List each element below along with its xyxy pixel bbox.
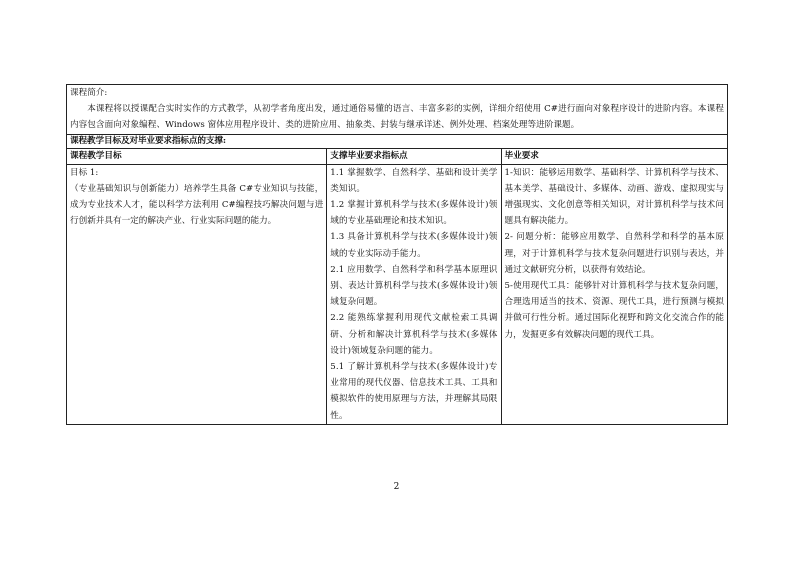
indicator-item: 5.1 了解计算机科学与技术(多媒体设计)专业常用的现代仪器、信息技术工具、工具和模拟软件的使用原理与方法，并理解其局限性。 — [330, 362, 498, 421]
indicator-item: 1.1 掌握数学、自然科学、基础和设计美学类知识。 — [330, 167, 498, 194]
goal-cell — [67, 164, 327, 424]
intro-row — [67, 85, 728, 135]
page-number: 2 — [393, 482, 400, 492]
header-goal: 课程教学目标 — [67, 148, 327, 164]
indicator-item: 2.1 应用数学、自然科学和科学基本原理识别、表达计算机科学与技术(多媒体设计)领域复杂问题。 — [330, 264, 498, 308]
section-title: 课程教学目标及对毕业要求指标点的支撑: — [67, 134, 728, 148]
indicator-item: 1.3 具备计算机科学与技术(多媒体设计)领域的专业实际动手能力。 — [330, 232, 498, 259]
requirement-item: 5-使用现代工具：能够针对计算机科学与技术复杂问题，合理选用适当的技术、资源、现代工具，进行预测与模拟并做可行性分析。通过国际化视野和跨文化交流合作的能力，发掘更多有效解决问题的现代工具。 — [504, 281, 724, 340]
intro-cell — [67, 85, 728, 135]
header-indicators: 支撑毕业要求指标点 — [327, 148, 501, 164]
goal-text: （专业基础知识与创新能力）培养学生具备 C#专业知识与技能，成为专业技术人才，能以科学方法利用 C#编程技巧解决问题与进行创新并具有一定的解决产业、行业实际问题的能力。 — [70, 183, 324, 227]
intro-title: 课程简介: — [70, 88, 108, 98]
indicator-item: 1.2 掌握计算机科学与技术(多媒体设计)领域的专业基础理论和技术知识。 — [330, 200, 498, 227]
goal-title: 目标 1: — [70, 167, 99, 178]
header-requirements: 毕业要求 — [501, 148, 728, 164]
requirement-item: 2- 问题分析：能够应用数学、自然科学和科学的基本原理，对于计算机科学与技术复杂问题进行识别与表达，并通过文献研究分析，以获得有效结论。 — [504, 232, 724, 275]
requirements-cell — [501, 164, 728, 424]
requirement-item: 1-知识：能够运用数学、基础科学、计算机科学与技术、基本美学、基础设计、多媒体、动画、游戏、虚拟现实与增强现实、文化创意等相关知识，对计算机科学与技术问题具有解决能力。 — [504, 167, 724, 227]
section-title-row — [67, 134, 728, 148]
indicator-item: 2.2 能熟练掌握利用现代文献检索工具调研、分析和解决计算机科学与技术(多媒体设计)领域复杂问题的能力。 — [330, 313, 498, 356]
indicators-cell — [327, 164, 501, 424]
course-table — [66, 84, 728, 425]
header-row — [67, 148, 728, 164]
intro-body: 本课程将以授课配合实时实作的方式教学，从初学者角度出发，通过通俗易懂的语言、丰富多彩的实例，详细介绍使用 C#进行面向对象程序设计的进阶内容。本课程内容包含面向对象编程、Windows 窗体应用程序设计、类的进阶应用、抽象类、封装与继承详述、例外处理、档案处理等进阶课题。 — [70, 104, 724, 131]
content-row — [67, 164, 728, 424]
